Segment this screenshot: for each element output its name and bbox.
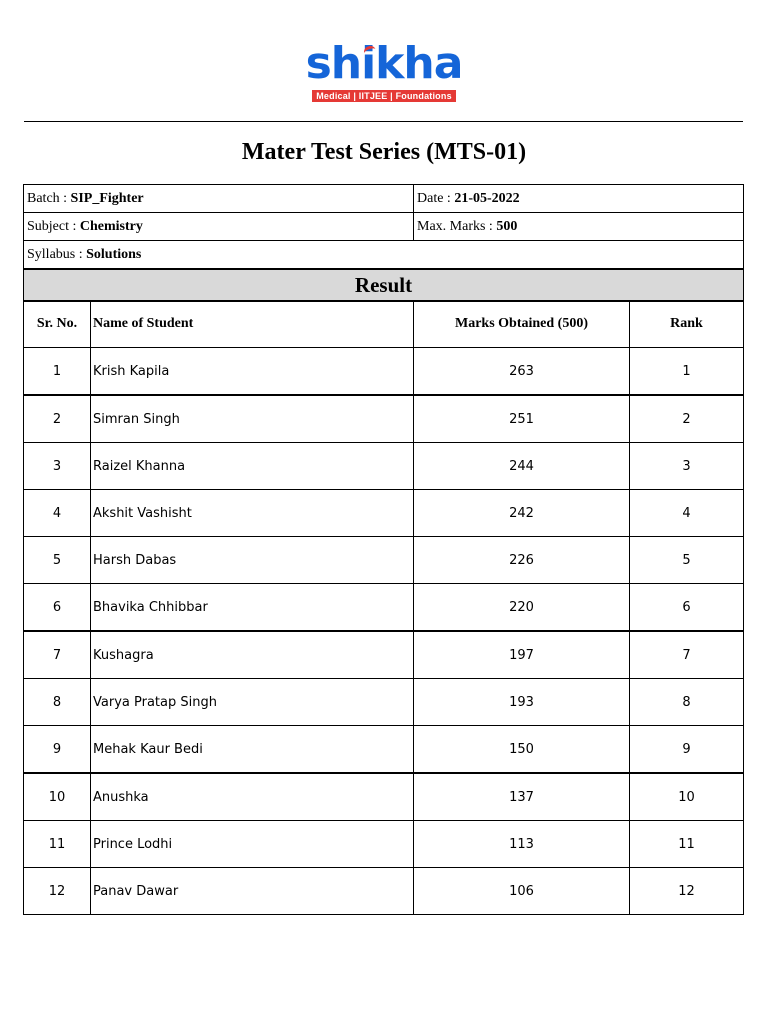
marks-cell: 242 [414,490,630,537]
batch-cell [24,185,414,213]
shikha-logo [0,38,768,104]
syllabus-cell [24,241,744,269]
marks-cell: 244 [414,443,630,490]
col-header-rank: Rank [630,301,744,348]
sr-cell: 3 [24,443,91,490]
subject-cell [24,213,414,241]
marks-cell: 220 [414,584,630,632]
max-marks-label: Max. Marks : [417,218,493,234]
marks-cell: 106 [414,868,630,915]
info-row [24,241,744,269]
max-marks-cell [414,213,744,241]
table-row [24,679,744,726]
batch-value: SIP_Fighter [70,190,144,206]
col-header-name: Name of Student [91,301,414,348]
table-row [24,631,744,679]
name-cell: Anushka [91,773,414,821]
logo-wordmark: shikha [305,38,463,89]
sr-cell: 2 [24,395,91,443]
rank-cell: 12 [630,868,744,915]
sr-cell: 9 [24,726,91,774]
table-row [24,443,744,490]
syllabus-label: Syllabus : [27,246,83,262]
result-heading: Result [23,268,744,302]
rank-cell: 8 [630,679,744,726]
name-cell: Varya Pratap Singh [91,679,414,726]
subject-label: Subject : [27,218,77,234]
rank-cell: 6 [630,584,744,632]
col-header-sr: Sr. No. [24,301,91,348]
sr-cell: 11 [24,821,91,868]
batch-label: Batch : [27,190,68,206]
name-cell: Krish Kapila [91,348,414,396]
marks-cell: 226 [414,537,630,584]
table-row [24,395,744,443]
rank-cell: 10 [630,773,744,821]
marks-cell: 150 [414,726,630,774]
result-header-row [24,301,744,348]
info-row [24,185,744,213]
name-cell: Kushagra [91,631,414,679]
page-title: Mater Test Series (MTS-01) [241,139,527,165]
name-cell: Akshit Vashisht [91,490,414,537]
table-row [24,726,744,774]
rank-cell: 5 [630,537,744,584]
table-row [24,537,744,584]
rank-cell: 4 [630,490,744,537]
date-cell [414,185,744,213]
rank-cell: 2 [630,395,744,443]
rank-cell: 9 [630,726,744,774]
marks-cell: 113 [414,821,630,868]
header-divider [24,121,743,122]
rank-cell: 11 [630,821,744,868]
marks-cell: 193 [414,679,630,726]
max-marks-value: 500 [496,218,518,234]
marks-cell: 263 [414,348,630,396]
name-cell: Panav Dawar [91,868,414,915]
result-table [23,300,744,915]
col-header-marks: Marks Obtained (500) [414,301,630,348]
sr-cell: 4 [24,490,91,537]
rank-cell: 3 [630,443,744,490]
marks-cell: 197 [414,631,630,679]
marks-cell: 137 [414,773,630,821]
table-row [24,490,744,537]
sr-cell: 8 [24,679,91,726]
sr-cell: 10 [24,773,91,821]
sr-cell: 7 [24,631,91,679]
table-row [24,773,744,821]
name-cell: Harsh Dabas [91,537,414,584]
rank-cell: 1 [630,348,744,396]
sr-cell: 12 [24,868,91,915]
syllabus-value: Solutions [86,246,142,262]
marks-cell: 251 [414,395,630,443]
table-row [24,868,744,915]
test-info-table [23,184,744,269]
sr-cell: 1 [24,348,91,396]
name-cell: Raizel Khanna [91,443,414,490]
sr-cell: 6 [24,584,91,632]
info-row [24,213,744,241]
name-cell: Bhavika Chhibbar [91,584,414,632]
date-label: Date : [417,190,451,206]
name-cell: Mehak Kaur Bedi [91,726,414,774]
logo-tagline: Medical | IITJEE | Foundations [312,90,456,102]
table-row [24,821,744,868]
subject-value: Chemistry [79,218,143,234]
sr-cell: 5 [24,537,91,584]
name-cell: Simran Singh [91,395,414,443]
date-value: 21-05-2022 [454,190,520,206]
rank-cell: 7 [630,631,744,679]
name-cell: Prince Lodhi [91,821,414,868]
table-row [24,584,744,632]
table-row [24,348,744,396]
